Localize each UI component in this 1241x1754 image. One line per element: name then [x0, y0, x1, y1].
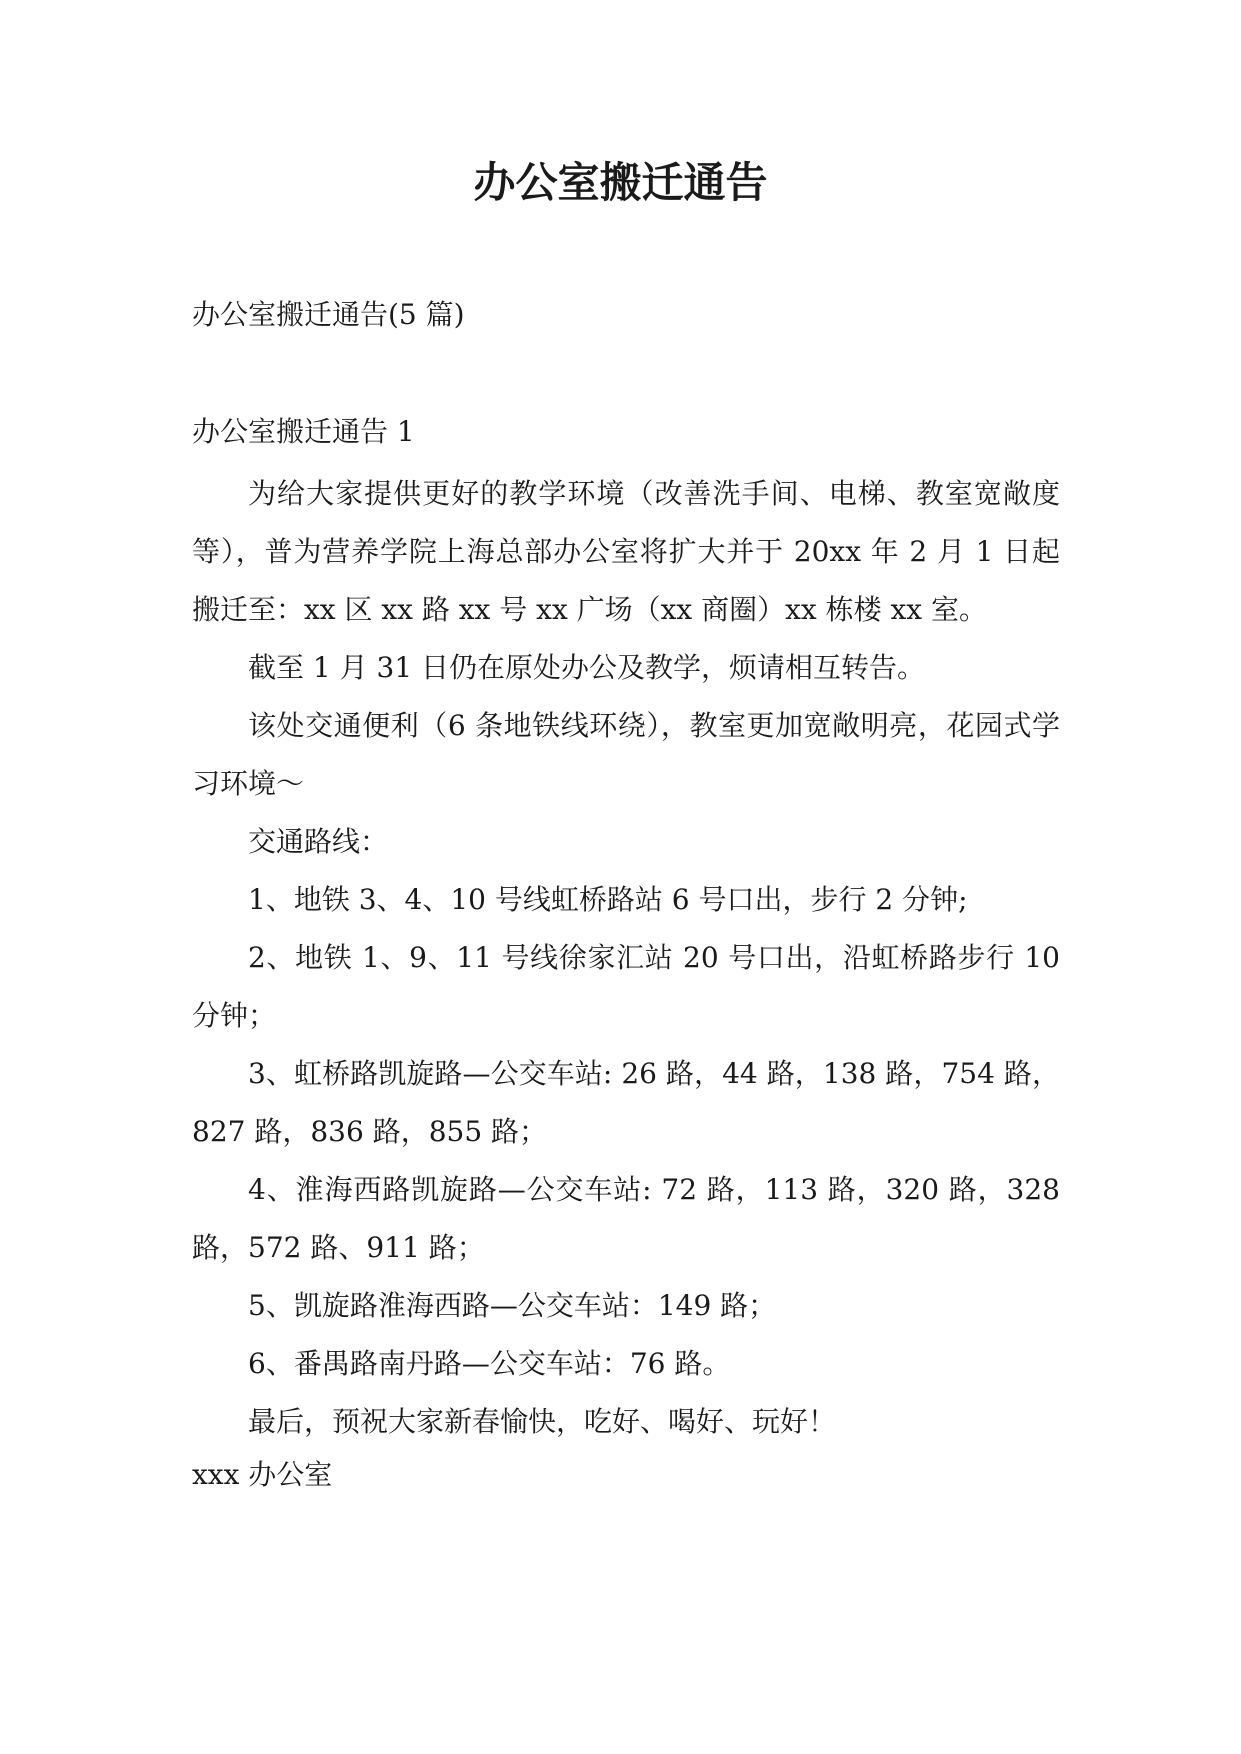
paragraph-routes-heading: 交通路线： [248, 825, 389, 858]
document-title: 办公室搬迁通告 [473, 158, 768, 207]
paragraph-until: 截至 1 月 31 日仍在原处办公及教学，烦请相互转告。 [248, 651, 926, 684]
paragraph-transport: 该处交通便利（6 条地铁线环绕），教室更加宽敞明亮，花园式学习环境～ [192, 709, 1060, 800]
paragraph-intro: 为给大家提供更好的教学环境（改善洗手间、电梯、教室宽敞度等），普为营养学院上海总部办公室将扩大并于 20xx 年 2 月 1 日起搬迁至：xx 区 xx 路 xx 号 xx 广场（xx 商圈）xx 栋楼 xx 室。 [192, 477, 1060, 626]
signature: xxx 办公室 [192, 1458, 333, 1491]
route-item-5: 5、凯旋路淮海西路—公交车站：149 路； [248, 1289, 777, 1322]
section-heading: 办公室搬迁通告 1 [192, 415, 415, 448]
route-item-2: 2、地铁 1、9、11 号线徐家汇站 20 号口出，沿虹桥路步行 10 分钟； [192, 941, 1060, 1032]
notice-body [192, 465, 1060, 1499]
route-item-4: 4、淮海西路凯旋路—公交车站: 72 路，113 路，320 路，328 路，572 路、911 路； [192, 1173, 1060, 1264]
route-item-3: 3、虹桥路凯旋路—公交车站: 26 路，44 路，138 路，754 路，827 路，836 路，855 路； [192, 1057, 1060, 1148]
route-item-6: 6、番禺路南丹路—公交车站：76 路。 [248, 1347, 731, 1380]
document-subtitle: 办公室搬迁通告(5 篇) [192, 298, 465, 331]
route-item-1: 1、地铁 3、4、10 号线虹桥路站 6 号口出，步行 2 分钟; [248, 883, 968, 916]
paragraph-closing: 最后，预祝大家新春愉快，吃好、喝好、玩好！ [248, 1405, 837, 1438]
